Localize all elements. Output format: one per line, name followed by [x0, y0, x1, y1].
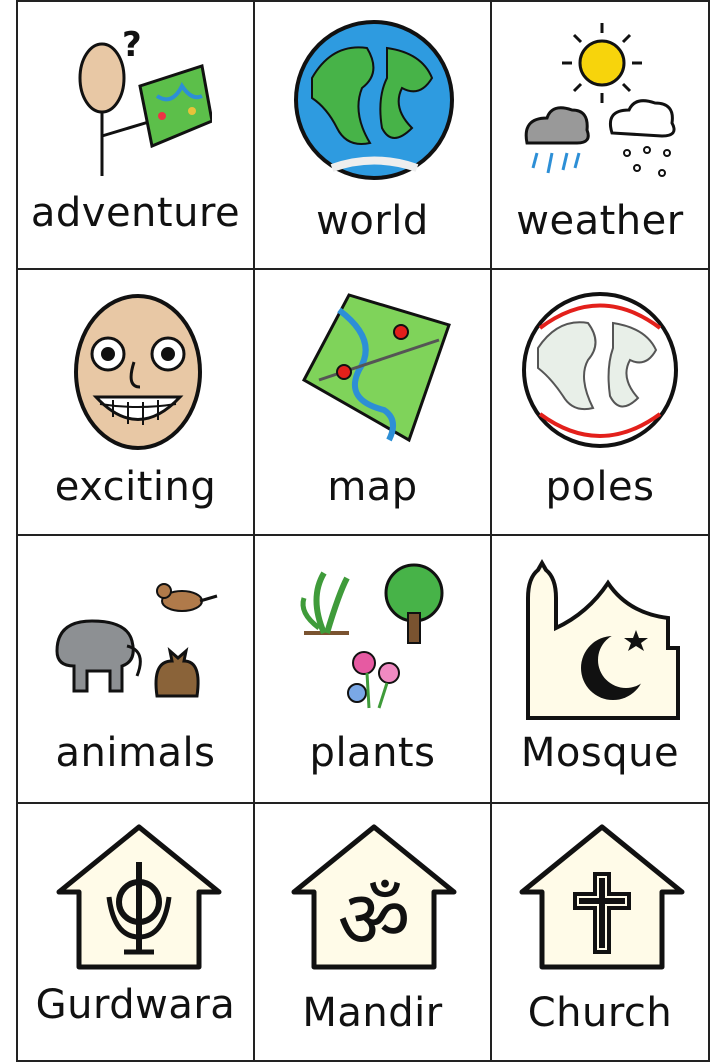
weather-icon: [517, 18, 687, 188]
card-label: poles: [545, 464, 655, 510]
plants-icon: [289, 558, 459, 718]
card-label: Gurdwara: [35, 982, 236, 1028]
animals-icon: [52, 566, 222, 716]
card-mandir: [253, 802, 492, 1062]
map-icon: [289, 290, 459, 450]
excited-face-icon: [68, 292, 208, 452]
card-label: adventure: [30, 190, 241, 236]
mandir-icon: [289, 822, 459, 972]
poles-globe-icon: [518, 288, 683, 453]
card-world: [253, 0, 492, 270]
card-mosque: [490, 534, 710, 804]
gurdwara-icon: [54, 822, 224, 972]
card-weather: [490, 0, 710, 270]
card-label: plants: [309, 730, 436, 776]
card-gurdwara: [16, 802, 255, 1062]
card-map: [253, 268, 492, 536]
card-label: Church: [527, 990, 673, 1036]
card-label: map: [327, 464, 418, 510]
adventure-icon: [62, 26, 212, 176]
card-animals: [16, 534, 255, 804]
card-label: animals: [55, 730, 216, 776]
svg-text:?: ?: [122, 26, 142, 65]
card-label: world: [316, 198, 429, 244]
symbol-grid: [16, 0, 710, 1062]
card-exciting: [16, 268, 255, 536]
svg-text:ॐ: ॐ: [337, 873, 411, 966]
globe-icon: [292, 18, 457, 183]
church-icon: [517, 822, 687, 972]
card-label: exciting: [54, 464, 217, 510]
card-label: Mosque: [520, 730, 680, 776]
card-poles: [490, 268, 710, 536]
card-label: weather: [516, 198, 684, 244]
card-label: Mandir: [302, 990, 443, 1036]
card-adventure: [16, 0, 255, 270]
card-plants: [253, 534, 492, 804]
card-church: [490, 802, 710, 1062]
mosque-icon: [518, 558, 688, 728]
